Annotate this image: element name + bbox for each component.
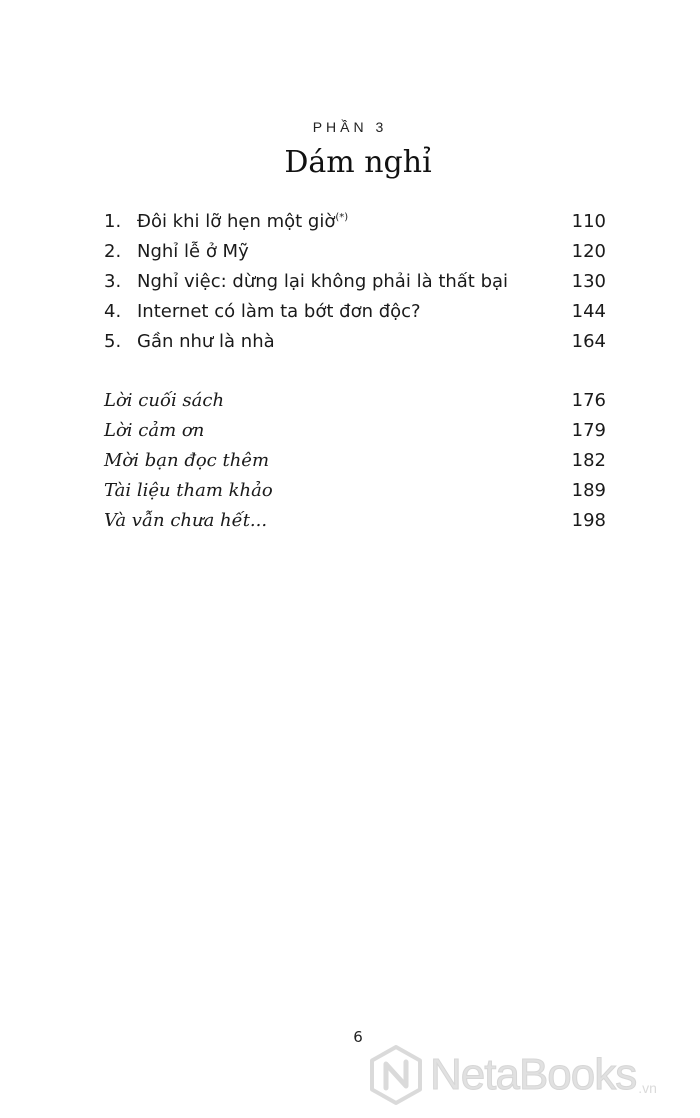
toc-entry-page: 198 [571, 510, 606, 531]
toc-entry [104, 386, 606, 416]
watermark-brand: NetaBooks [430, 1050, 637, 1099]
footnote-marker: (*) [335, 212, 349, 223]
toc-entry [104, 416, 606, 446]
toc-entry-number: 2. [104, 241, 122, 262]
toc-entry-page: 164 [571, 331, 606, 352]
toc-entry-number: 4. [104, 301, 122, 322]
toc-entry-page: 110 [571, 211, 606, 232]
toc-entry [104, 506, 606, 536]
toc-entry [104, 476, 606, 506]
toc-entry-title: Gần như là nhà [137, 331, 275, 352]
netabooks-hexagon-n-icon [368, 1044, 424, 1106]
watermark-suffix: .vn [638, 1080, 657, 1096]
chapter-list [104, 207, 606, 357]
toc-entry-page: 189 [571, 480, 606, 501]
toc-entry-number: 5. [104, 331, 122, 352]
part-label: PHẦN 3 [312, 119, 388, 135]
toc-entry [104, 237, 606, 267]
toc-entry-title: Internet có làm ta bớt đơn độc? [137, 301, 421, 322]
toc-entry-number: 1. [104, 211, 122, 232]
toc-entry-title: Lời cuối sách [104, 390, 225, 411]
toc-entry [104, 297, 606, 327]
toc-entry-page: 144 [571, 301, 606, 322]
toc-entry-page: 120 [571, 241, 606, 262]
toc-entry-title: Lời cảm ơn [104, 420, 205, 441]
toc-entry-title: Mời bạn đọc thêm [104, 450, 270, 471]
toc-entry-page: 176 [571, 390, 606, 411]
toc-entry [104, 446, 606, 476]
toc-entry [104, 327, 606, 357]
watermark [368, 1042, 657, 1108]
toc-entry-page: 130 [571, 271, 606, 292]
toc-entry-title: Nghỉ lễ ở Mỹ [137, 241, 249, 262]
toc-entry-title: Và vẫn chưa hết... [104, 510, 268, 531]
part-title: Dám nghỉ [284, 145, 432, 180]
toc-entry-page: 179 [571, 420, 606, 441]
back-matter-list [104, 386, 606, 536]
toc-entry-number: 3. [104, 271, 122, 292]
toc-entry [104, 267, 606, 297]
toc-entry-title: Nghỉ việc: dừng lại không phải là thất bại [137, 271, 509, 292]
toc-entry-title: Tài liệu tham khảo [104, 480, 273, 501]
toc-entry-title: Đôi khi lỡ hẹn một giờ(*) [137, 211, 349, 232]
toc-entry-page: 182 [571, 450, 606, 471]
page-number: 6 [353, 1028, 363, 1046]
toc-entry [104, 207, 606, 237]
